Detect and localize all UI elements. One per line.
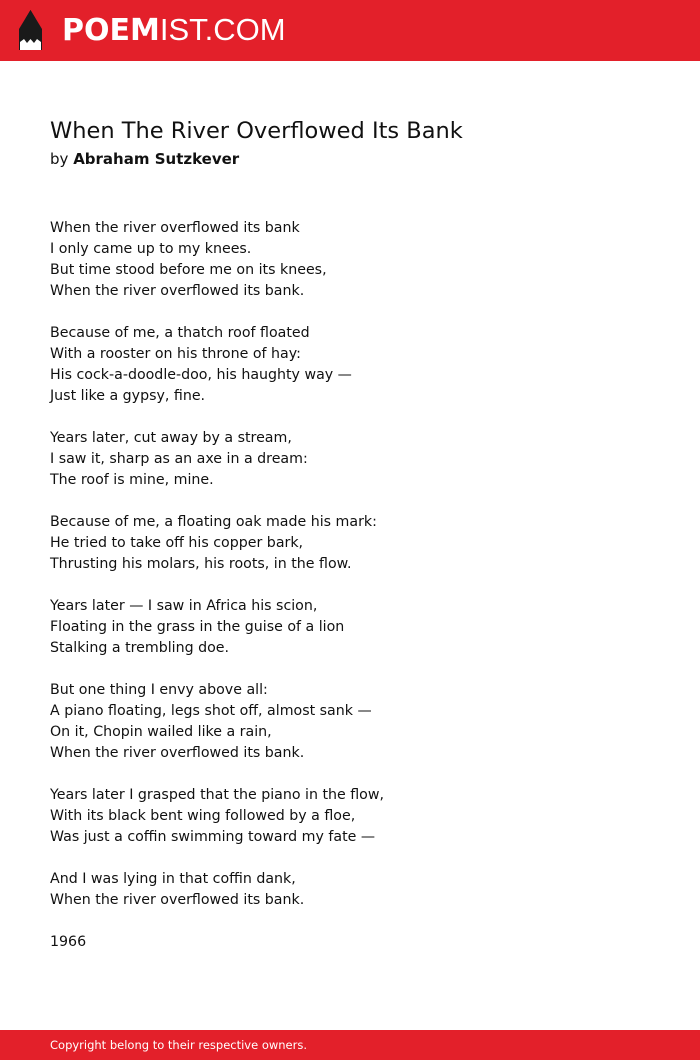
stanza [50, 869, 650, 911]
poem-title: When The River Overflowed Its Bank [50, 118, 463, 144]
poem-line: Stalking a trembling doe. [50, 640, 230, 656]
poem-line: With its black bent wing followed by a floe, [50, 808, 356, 824]
stanza [50, 680, 650, 764]
pencil-icon[interactable] [17, 9, 44, 51]
poem-line: Just like a gypsy, fine. [50, 388, 206, 404]
brand-bold-text: POEM [62, 13, 160, 48]
poem-line: When the river overflowed its bank. [50, 892, 305, 908]
brand-light-text: IST.COM [159, 12, 286, 47]
stanza [50, 596, 650, 659]
poem-line: Years later, cut away by a stream, [50, 430, 292, 446]
author-name: Abraham Sutzkever [73, 150, 240, 168]
site-header [0, 0, 700, 61]
stanza [50, 323, 650, 407]
stanza [50, 785, 650, 848]
site-footer [0, 1030, 700, 1060]
poem-line: I saw it, sharp as an axe in a dream: [50, 451, 308, 467]
poem-line: But time stood before me on its knees, [50, 262, 327, 278]
poem-line: His cock-a-doodle-doo, his haughty way — [50, 367, 352, 383]
stanza [50, 218, 650, 302]
poem-line: Thrusting his molars, his roots, in the flow. [50, 556, 352, 572]
poem-line: A piano floating, legs shot off, almost sank — [50, 703, 372, 719]
poem-line: Because of me, a floating oak made his mark: [50, 514, 377, 530]
poem-body [50, 218, 650, 953]
poem-line: Was just a coffin swimming toward my fate — [50, 829, 376, 845]
poem-line: And I was lying in that coffin dank, [50, 871, 296, 887]
copyright-notice: Copyright belong to their respective owners. [50, 1038, 308, 1052]
stanza [50, 512, 650, 575]
stanza [50, 428, 650, 491]
poem-line: Years later — I saw in Africa his scion, [50, 598, 318, 614]
byline-prefix: by [50, 150, 69, 168]
poem-year: 1966 [50, 934, 87, 950]
poem-line: Because of me, a thatch roof floated [50, 325, 310, 341]
poem-line: On it, Chopin wailed like a rain, [50, 724, 272, 740]
poem-line: The roof is mine, mine. [50, 472, 214, 488]
poem-line: But one thing I envy above all: [50, 682, 268, 698]
poem-line: When the river overflowed its bank. [50, 283, 305, 299]
byline [50, 148, 239, 170]
poem-line: When the river overflowed its bank [50, 220, 300, 236]
poem-line: Floating in the grass in the guise of a lion [50, 619, 345, 635]
site-logo-text[interactable] [62, 13, 286, 48]
poem-line: Years later I grasped that the piano in the flow, [50, 787, 384, 803]
poem-line: He tried to take off his copper bark, [50, 535, 304, 551]
poem-line: With a rooster on his throne of hay: [50, 346, 301, 362]
poem-line: I only came up to my knees. [50, 241, 252, 257]
poem-line: When the river overflowed its bank. [50, 745, 305, 761]
